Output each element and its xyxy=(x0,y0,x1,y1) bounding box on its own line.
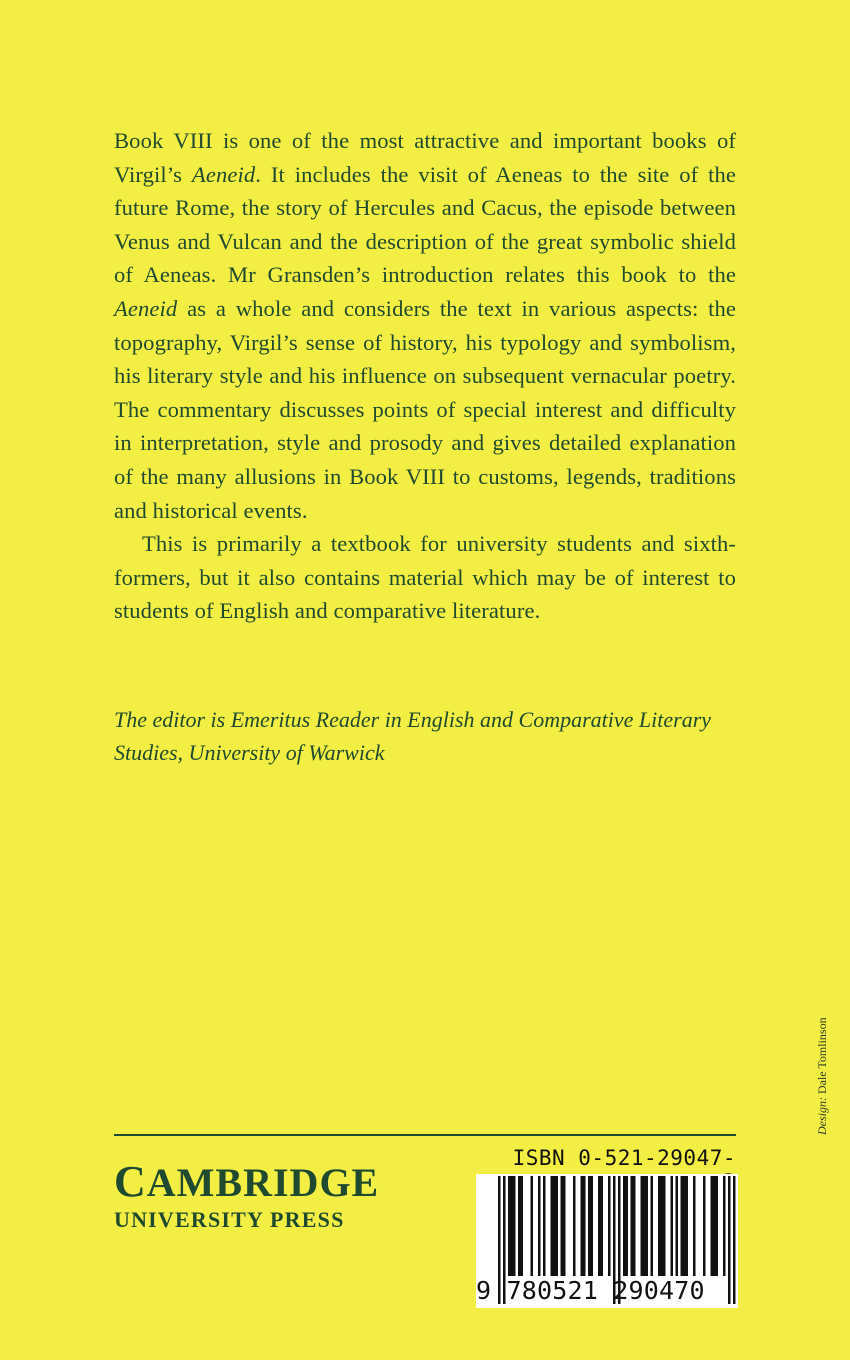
barcode-bar xyxy=(646,1176,649,1276)
barcode-bar xyxy=(693,1176,696,1276)
barcode-bar xyxy=(633,1176,636,1276)
barcode-bar xyxy=(723,1176,726,1276)
barcode-bar xyxy=(521,1176,524,1276)
barcode-bar xyxy=(551,1176,554,1276)
barcode-bar xyxy=(591,1176,594,1276)
barcode-bar xyxy=(588,1176,591,1276)
barcode-bar xyxy=(703,1176,706,1276)
divider-rule xyxy=(114,1134,736,1136)
barcode-bar xyxy=(553,1176,556,1276)
barcode-bar xyxy=(598,1176,601,1276)
barcode-bar xyxy=(631,1176,634,1276)
barcode-bar xyxy=(518,1176,521,1276)
publisher-name-rest: AMBRIDGE xyxy=(146,1160,380,1205)
publisher-name xyxy=(114,1157,404,1206)
barcode-bar xyxy=(543,1176,546,1276)
barcode-bar xyxy=(511,1176,514,1276)
barcode-bar xyxy=(538,1176,541,1276)
barcode-bar xyxy=(623,1176,626,1276)
blurb-paragraph-1 xyxy=(114,124,736,527)
barcode-bar xyxy=(531,1176,534,1276)
barcode-bar xyxy=(643,1176,646,1276)
editor-note: The editor is Emeritus Reader in English and Comparative Literary Studies, University of Warwick xyxy=(114,707,712,765)
barcode-bar xyxy=(661,1176,664,1276)
barcode-bar xyxy=(683,1176,686,1276)
barcode-bar xyxy=(561,1176,564,1276)
barcode-bar xyxy=(658,1176,661,1276)
book-title-italic: Aeneid xyxy=(191,161,256,187)
barcode-bar xyxy=(641,1176,644,1276)
barcode-bar xyxy=(676,1176,679,1276)
publisher-subtitle: UNIVERSITY PRESS xyxy=(114,1207,345,1232)
isbn-label: ISBN 0-521-29047- xyxy=(512,1146,736,1170)
barcode-bar xyxy=(556,1176,559,1276)
blurb-text: . It includes the visit of Aeneas to the site of the future Rome, the story of Hercules and Cacus, the episode between Venus and Vulcan and the description of the great symbolic shield of Aeneas. Mr Gransden’s introduction relates this book to the xyxy=(114,161,736,288)
barcode-bar xyxy=(601,1176,604,1276)
blurb-text: as a whole and considers the text in various aspects: the topography, Virgil’s sense of history, his typology and symbolism, his literary style and his influence on subsequent vernacular poetry. The commentary discusses points of special interest and difficulty in interpretation, style and prosody and gives detailed explanation of the many allusions in Book VIII to customs, legends, traditions and historical events. xyxy=(114,295,736,523)
barcode-bar xyxy=(671,1176,674,1276)
barcode-bar xyxy=(513,1176,516,1276)
barcode-bar xyxy=(583,1176,586,1276)
publisher-logo xyxy=(114,1157,404,1233)
barcode-bar xyxy=(563,1176,566,1276)
barcode-bar xyxy=(508,1176,511,1276)
barcode-bar xyxy=(681,1176,684,1276)
blurb-paragraph-2: This is primarily a textbook for university students and sixth-formers, but it also contains material which may be of interest to students of English and comparative literature. xyxy=(114,531,736,624)
barcode-bar xyxy=(711,1176,714,1276)
back-cover-blurb xyxy=(114,124,736,628)
barcode-bar xyxy=(651,1176,654,1276)
barcode-digits: 9 780521 290470 xyxy=(476,1276,705,1305)
barcode-bar xyxy=(581,1176,584,1276)
barcode-bar xyxy=(626,1176,629,1276)
blurb-text: Book VIII is one of the most attractive and important books of Virgil’s xyxy=(114,128,736,187)
barcode-bar xyxy=(713,1176,716,1276)
barcode-bar xyxy=(716,1176,719,1276)
design-credit-name: Dale Tomlinson xyxy=(815,1017,829,1094)
book-title-italic: Aeneid xyxy=(114,295,178,321)
barcode-bar xyxy=(663,1176,666,1276)
design-credit xyxy=(815,1017,830,1135)
publisher-name-initial: C xyxy=(114,1157,147,1206)
barcode-bar xyxy=(573,1176,576,1276)
barcode-bar xyxy=(608,1176,611,1276)
barcode-bar xyxy=(686,1176,689,1276)
design-credit-label: Design: xyxy=(815,1097,829,1135)
